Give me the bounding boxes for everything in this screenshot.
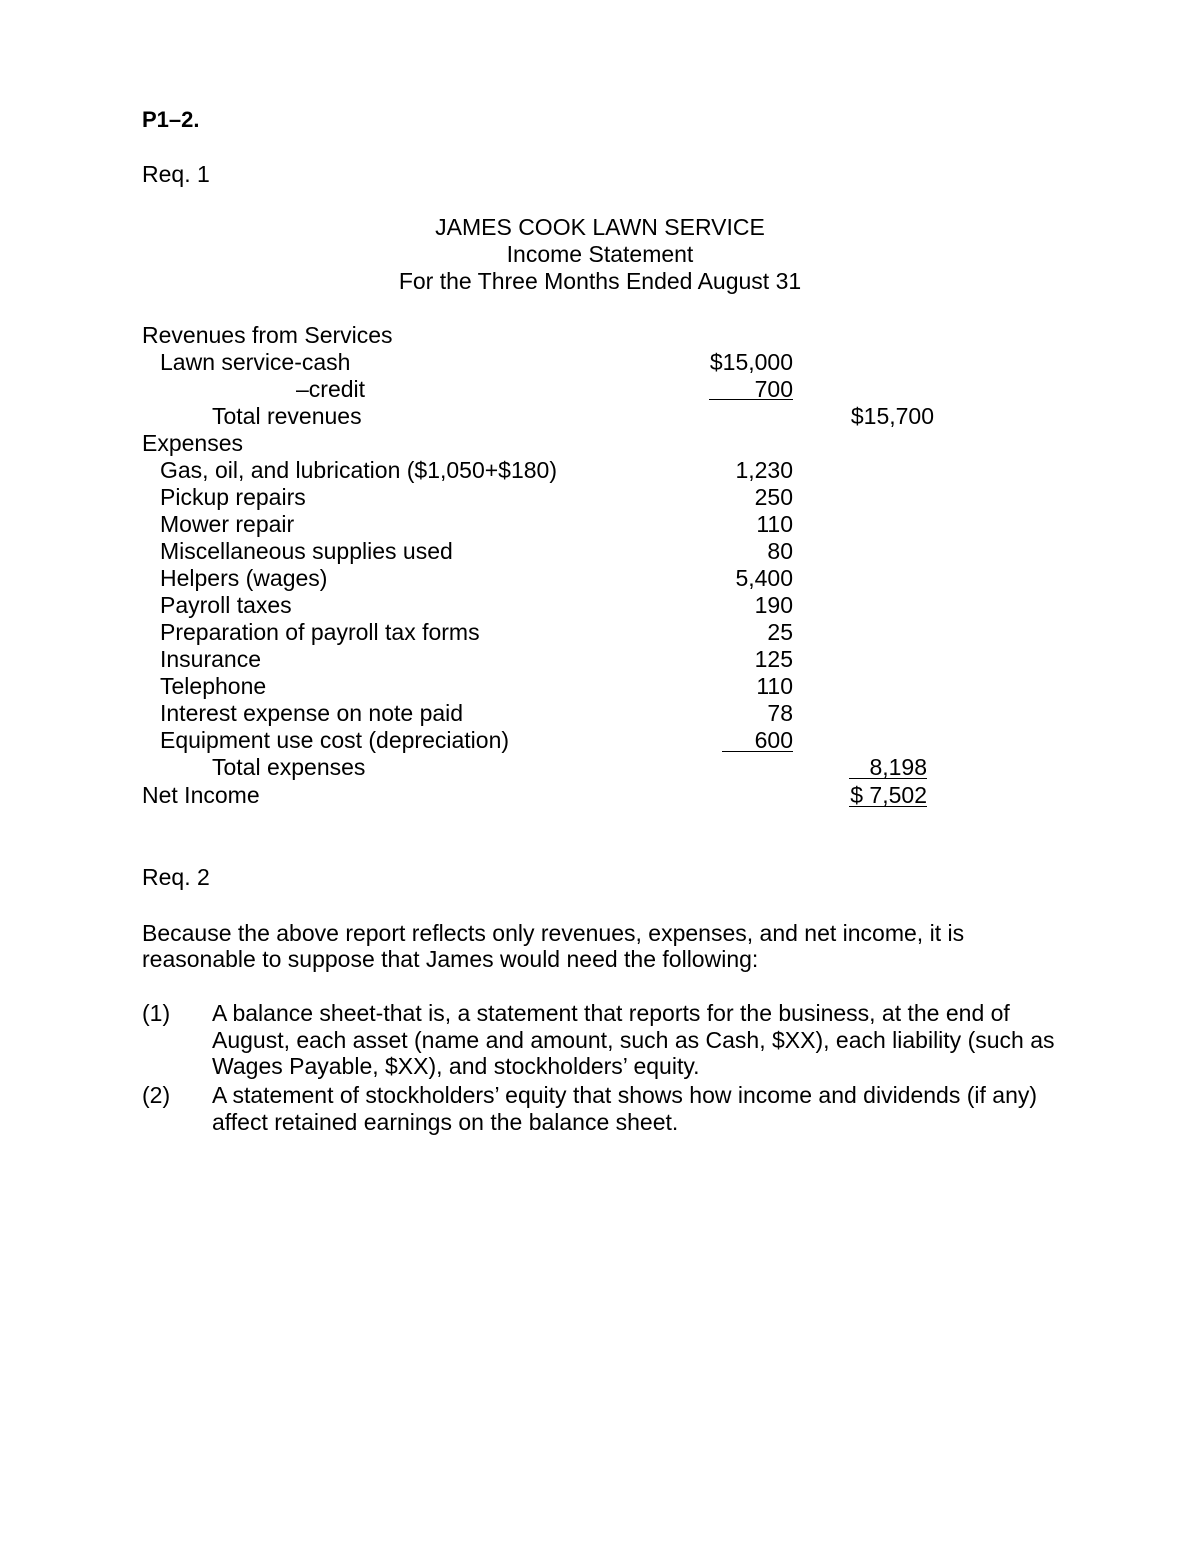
total-revenues-amount: $15,700	[850, 403, 934, 429]
expense-label: Telephone	[160, 673, 267, 699]
revenue-row	[0, 349, 1200, 376]
expense-amount: 78	[767, 700, 793, 726]
list-item-number: (1)	[142, 1000, 171, 1026]
revenue-amount: 700	[754, 376, 793, 402]
expense-label: Miscellaneous supplies used	[160, 538, 453, 564]
expense-row	[0, 700, 1200, 727]
expense-label: Equipment use cost (depreciation)	[160, 727, 510, 753]
total-revenues-row	[0, 403, 1200, 430]
statement-period: For the Three Months Ended August 31	[398, 268, 802, 294]
expense-label: Pickup repairs	[160, 484, 306, 510]
expense-amount: 25	[767, 619, 793, 645]
req1-heading: Req. 1	[142, 161, 210, 187]
revenue-label: –credit	[296, 376, 366, 402]
revenue-amount: $15,000	[709, 349, 793, 375]
revenues-header: Revenues from Services	[142, 322, 393, 348]
expense-row	[0, 727, 1200, 754]
expense-amount: 110	[756, 673, 793, 699]
expense-label: Interest expense on note paid	[160, 700, 464, 726]
expense-amount: 600	[754, 727, 793, 753]
revenues-header-row	[0, 322, 1200, 349]
expense-subtotal-rule	[722, 751, 793, 752]
expense-amount: 125	[754, 646, 793, 672]
expense-row	[0, 457, 1200, 484]
req2-intro: Because the above report reflects only revenues, expenses, and net income, it is reasonable to suppose that James would need the following:	[142, 920, 965, 972]
expense-label: Mower repair	[160, 511, 295, 537]
list-item-text: A balance sheet-that is, a statement that reports for the business, at the end of August, each asset (name and amount, such as Cash, $XX), each liability (such as Wages Payable, $XX), and stockholders’ equity.	[212, 1000, 1055, 1079]
req2-heading: Req. 2	[142, 864, 210, 890]
total-expenses-row	[0, 754, 1200, 781]
expenses-header-row	[0, 430, 1200, 457]
expense-amount: 80	[767, 538, 793, 564]
expense-amount: 110	[756, 511, 793, 537]
total-revenues-label: Total revenues	[212, 403, 362, 429]
problem-id: P1–2.	[142, 107, 200, 132]
total-expenses-rule	[849, 778, 927, 779]
expense-amount: 1,230	[735, 457, 793, 483]
expense-label: Payroll taxes	[160, 592, 292, 618]
expense-row	[0, 673, 1200, 700]
company-name: JAMES COOK LAWN SERVICE	[435, 214, 765, 240]
net-income-row	[0, 782, 1200, 809]
list-item-text: A statement of stockholders’ equity that shows how income and dividends (if any) affect retained earnings on the balance sheet.	[212, 1082, 1038, 1135]
net-income-label: Net Income	[142, 782, 260, 808]
expense-row	[0, 511, 1200, 538]
expense-label: Preparation of payroll tax forms	[160, 619, 480, 645]
statement-title: Income Statement	[506, 241, 694, 267]
expense-label: Gas, oil, and lubrication ($1,050+$180)	[160, 457, 558, 483]
expense-label: Insurance	[160, 646, 262, 672]
expense-amount: 250	[754, 484, 793, 510]
expense-amount: 190	[754, 592, 793, 618]
total-expenses-label: Total expenses	[212, 754, 366, 780]
revenue-subtotal-rule	[709, 399, 793, 400]
list-item-number: (2)	[142, 1082, 171, 1108]
revenue-label: Lawn service-cash	[160, 349, 351, 375]
expense-row	[0, 592, 1200, 619]
expense-row	[0, 484, 1200, 511]
net-income-rule	[849, 806, 927, 807]
expense-amount: 5,400	[735, 565, 793, 591]
total-expenses-amount: 8,198	[869, 754, 927, 780]
expense-label: Helpers (wages)	[160, 565, 328, 591]
expenses-header: Expenses	[142, 430, 244, 456]
expense-row	[0, 565, 1200, 592]
net-income-amount: $ 7,502	[850, 782, 927, 808]
expense-row	[0, 619, 1200, 646]
expense-row	[0, 538, 1200, 565]
revenue-row	[0, 376, 1200, 403]
expense-row	[0, 646, 1200, 673]
